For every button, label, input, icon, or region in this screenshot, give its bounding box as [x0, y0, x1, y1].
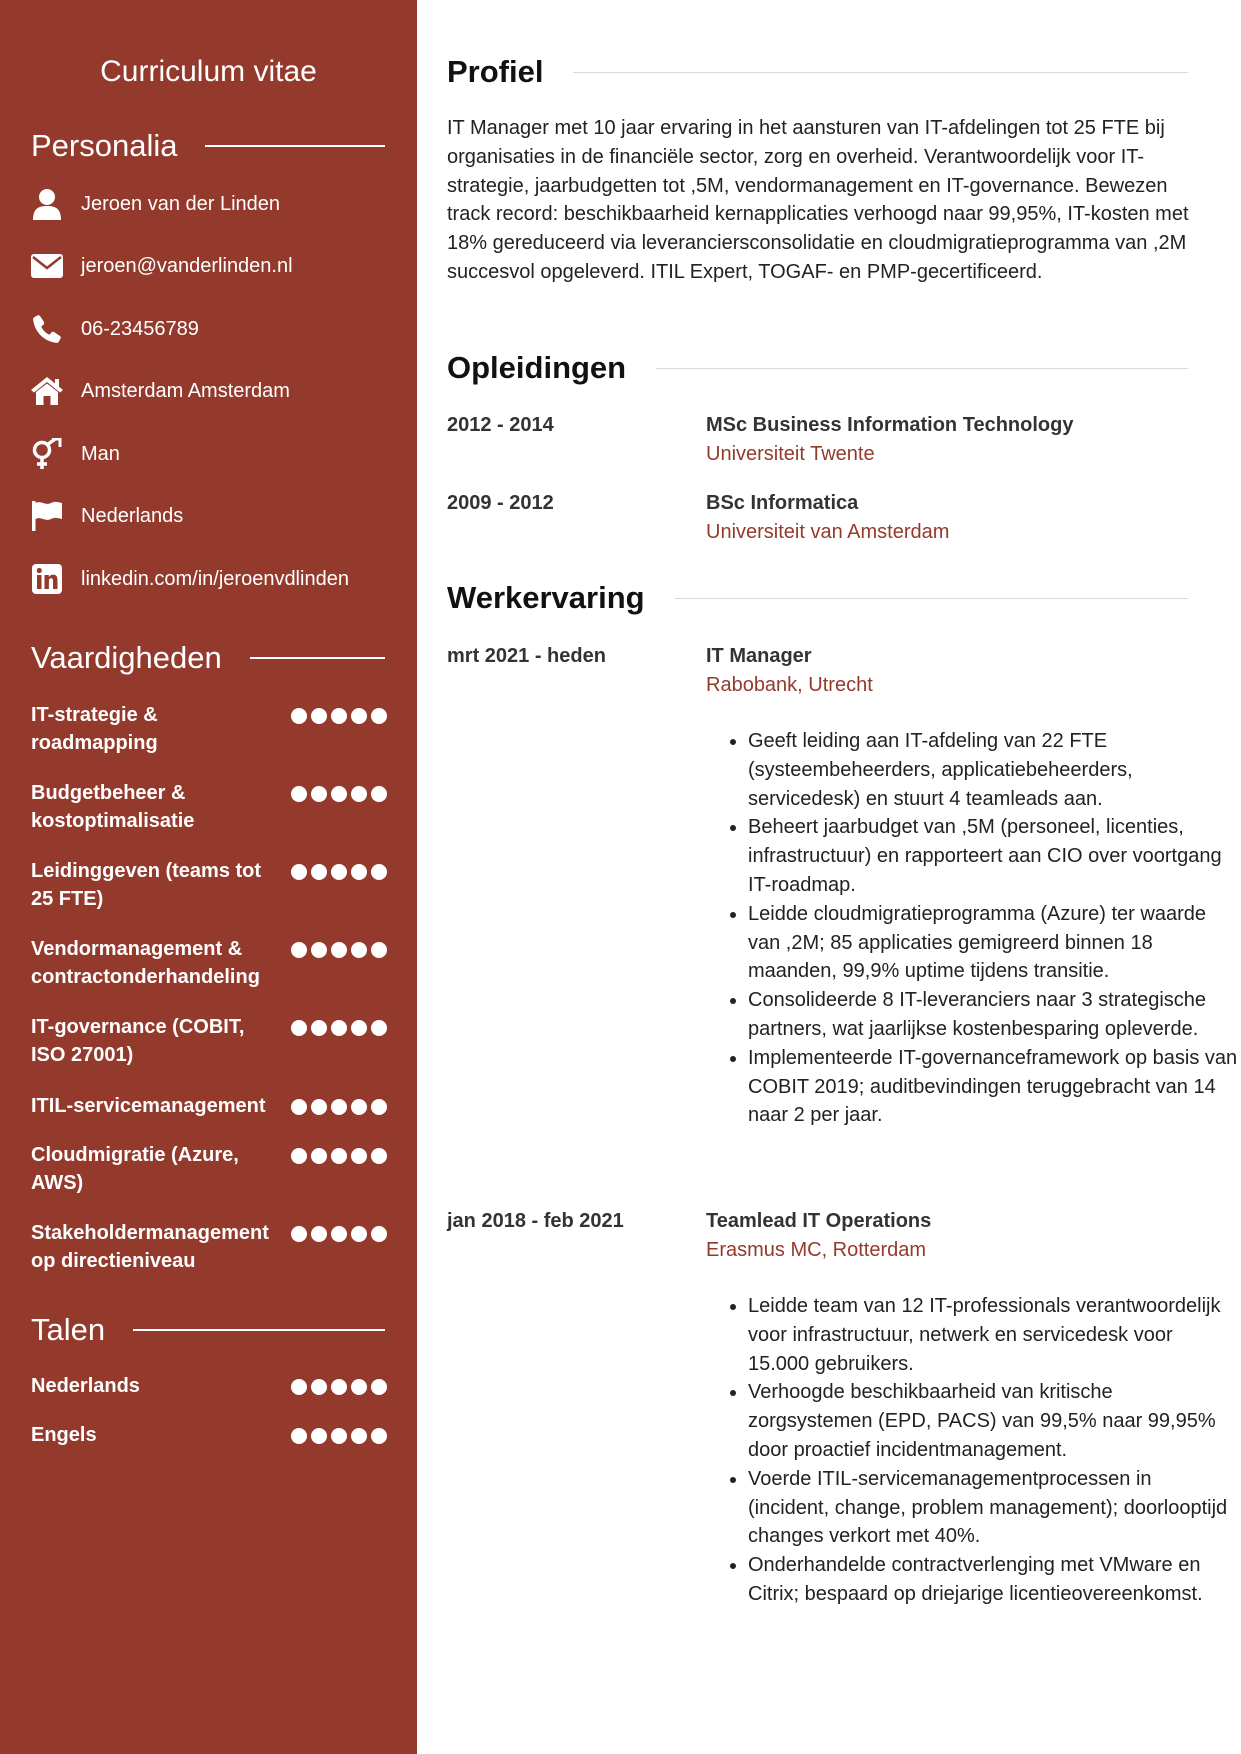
rating-dot-filled: [371, 1148, 387, 1164]
rating-dot-filled: [291, 1148, 307, 1164]
experience-heading: [447, 578, 1188, 618]
home-icon: [28, 372, 66, 410]
personalia-name-row: [28, 184, 398, 224]
language-label: Nederlands: [31, 1375, 140, 1397]
sidebar: [0, 0, 417, 1754]
skill-label: Cloudmigratie (Azure, AWS): [31, 1144, 239, 1194]
education-period: 2012 - 2014: [447, 414, 554, 436]
education-title: BSc Informatica: [706, 492, 859, 514]
rating-dot-filled: [371, 708, 387, 724]
rating-dot-filled: [371, 864, 387, 880]
envelope-icon: [28, 247, 66, 285]
rating-dot-filled: [371, 942, 387, 958]
language-rating: [291, 1372, 387, 1395]
education-period: 2009 - 2012: [447, 492, 554, 514]
rating-dot-filled: [291, 786, 307, 802]
skill-row: [31, 935, 387, 991]
rating-dot-filled: [351, 1148, 367, 1164]
skill-rating: [291, 857, 387, 880]
rating-dot-filled: [331, 1148, 347, 1164]
skill-rating: [291, 1013, 387, 1036]
rating-dot-filled: [371, 1428, 387, 1444]
experience-bullet: • Onderhandelde contractverlenging met VMware en Citrix; bespaard op driejarige licentieovereenkomst.: [748, 1551, 1238, 1609]
personalia-linkedin-row: [28, 559, 398, 599]
experience-title: IT Manager: [706, 645, 812, 667]
personalia-address: Amsterdam Amsterdam: [81, 379, 290, 402]
experience-bullet: • Beheert jaarbudget van ,5M (personeel, licenties, infrastructuur) en rapporteert aan CIO over voortgang IT-roadmap.: [748, 813, 1238, 899]
skill-label: IT-strategie & roadmapping: [31, 704, 158, 754]
skill-rating: [291, 935, 387, 958]
skill-rating: [291, 1092, 387, 1115]
languages-heading-text: Talen: [31, 1312, 106, 1347]
rating-dot-filled: [331, 1226, 347, 1242]
linkedin-icon: [28, 560, 66, 598]
experience-bullet: • Leidde team van 12 IT-professionals verantwoordelijk voor infrastructuur, netwerk en servicedesk voor 15.000 gebruikers.: [748, 1292, 1238, 1378]
personalia-gender-row: [28, 434, 398, 474]
rating-dot-filled: [311, 786, 327, 802]
rating-dot-filled: [311, 942, 327, 958]
phone-icon: [28, 310, 66, 348]
skill-row: [31, 779, 387, 835]
personalia-heading: [31, 126, 385, 166]
rating-dot-filled: [291, 1428, 307, 1444]
rating-dot-filled: [351, 1428, 367, 1444]
rating-dot-filled: [331, 786, 347, 802]
experience-heading-text: Werkervaring: [447, 580, 645, 615]
education-institution: Universiteit van Amsterdam: [706, 521, 950, 543]
rating-dot-filled: [351, 1020, 367, 1036]
rating-dot-filled: [331, 1428, 347, 1444]
rating-dot-filled: [331, 864, 347, 880]
rating-dot-filled: [331, 942, 347, 958]
profile-divider: [573, 72, 1188, 73]
gender-icon: [28, 435, 66, 473]
rating-dot-filled: [311, 1099, 327, 1115]
rating-dot-filled: [291, 942, 307, 958]
profile-heading-text: Profiel: [447, 54, 544, 89]
profile-heading: [447, 52, 1188, 92]
rating-dot-filled: [351, 1379, 367, 1395]
rating-dot-filled: [311, 864, 327, 880]
rating-dot-filled: [351, 1099, 367, 1115]
skill-rating: [291, 779, 387, 802]
personalia-phone: 06-23456789: [81, 317, 199, 340]
experience-employer: Erasmus MC, Rotterdam: [706, 1239, 927, 1261]
rating-dot-filled: [311, 1226, 327, 1242]
rating-dot-filled: [291, 1226, 307, 1242]
skill-label: Vendormanagement & contractonderhandeling: [31, 938, 260, 988]
skill-row: [31, 1141, 387, 1197]
rating-dot-filled: [371, 1226, 387, 1242]
experience-divider: [675, 598, 1188, 599]
skill-label: ITIL-servicemanagement: [31, 1095, 266, 1117]
rating-dot-filled: [311, 708, 327, 724]
rating-dot-filled: [331, 708, 347, 724]
rating-dot-filled: [351, 1226, 367, 1242]
rating-dot-filled: [351, 708, 367, 724]
personalia-linkedin[interactable]: linkedin.com/in/jeroenvdlinden: [81, 567, 349, 590]
language-row: [31, 1421, 387, 1449]
experience-bullet: • Leidde cloudmigratieprogramma (Azure) ter waarde van ,2M; 85 applicaties gemigreerd binnen 18 maanden, 99,9% uptime tijdens transitie.: [748, 900, 1238, 986]
language-rating: [291, 1421, 387, 1444]
rating-dot-filled: [291, 864, 307, 880]
experience-bullet: • Voerde ITIL-servicemanagementprocessen in (incident, change, problem management); doorlooptijd changes verkort met 40%.: [748, 1465, 1238, 1551]
personalia-email[interactable]: jeroen@vanderlinden.nl: [81, 254, 293, 277]
skill-rating: [291, 701, 387, 724]
education-heading: [447, 348, 1188, 388]
languages-heading: [31, 1310, 385, 1350]
education-institution: Universiteit Twente: [706, 443, 875, 465]
skill-row: [31, 857, 387, 913]
skills-heading: [31, 638, 385, 678]
personalia-divider: [205, 145, 385, 147]
experience-bullets: [706, 727, 1238, 1130]
rating-dot-filled: [331, 1020, 347, 1036]
experience-bullet: • Geeft leiding aan IT-afdeling van 22 FTE (systeembeheerders, applicatiebeheerders, servicedesk) en stuurt 4 teamleads aan.: [748, 727, 1238, 813]
experience-bullet: • Consolideerde 8 IT-leveranciers naar 3 strategische partners, wat jaarlijkse kostenbesparing opleverde.: [748, 986, 1238, 1044]
skill-row: [31, 1219, 387, 1275]
rating-dot-filled: [311, 1379, 327, 1395]
rating-dot-filled: [351, 786, 367, 802]
rating-dot-filled: [371, 1020, 387, 1036]
skill-rating: [291, 1141, 387, 1164]
rating-dot-filled: [311, 1020, 327, 1036]
education-title: MSc Business Information Technology: [706, 414, 1074, 436]
rating-dot-filled: [311, 1428, 327, 1444]
rating-dot-filled: [351, 942, 367, 958]
education-divider: [656, 368, 1188, 369]
skills-heading-text: Vaardigheden: [31, 640, 222, 675]
skill-row: [31, 1092, 387, 1120]
skill-label: IT-governance (COBIT, ISO 27001): [31, 1016, 245, 1066]
skills-divider: [250, 657, 385, 659]
experience-title: Teamlead IT Operations: [706, 1210, 932, 1232]
rating-dot-filled: [331, 1379, 347, 1395]
rating-dot-filled: [291, 1099, 307, 1115]
personalia-gender: Man: [81, 442, 120, 465]
person-icon: [28, 185, 66, 223]
experience-bullet: • Verhoogde beschikbaarheid van kritische zorgsystemen (EPD, PACS) van 99,5% naar 99,95% door proactief incidentmanagement.: [748, 1378, 1238, 1464]
rating-dot-filled: [291, 1379, 307, 1395]
personalia-nationality-row: [28, 496, 398, 536]
experience-employer: Rabobank, Utrecht: [706, 674, 873, 696]
personalia-name: Jeroen van der Linden: [81, 192, 281, 215]
languages-divider: [133, 1329, 385, 1331]
rating-dot-filled: [371, 1379, 387, 1395]
profile-text: IT Manager met 10 jaar ervaring in het aansturen van IT-afdelingen tot 25 FTE bij organisaties in de financiële sector, zorg en overheid. Verantwoordelijk voor IT-strategie, jaarbudgetten tot ,5M, vendormanagement en IT-governance. Bewezen track record: beschikbaarheid kernapplicaties verhoogd naar 99,95%, IT-kosten met 18% gereduceerd via leveranciersconsolidatie en cloudmigratieprogramma van ,2M succesvol opgeleverd. ITIL Expert, TOGAF- en PMP-gecertificeerd.: [447, 117, 1189, 283]
skill-row: [31, 1013, 387, 1069]
education-heading-text: Opleidingen: [447, 350, 627, 385]
skill-label: Stakeholdermanagement op directieniveau: [31, 1222, 269, 1272]
rating-dot-filled: [331, 1099, 347, 1115]
skill-label: Leidinggeven (teams tot 25 FTE): [31, 860, 262, 910]
experience-period: mrt 2021 - heden: [447, 645, 606, 667]
personalia-email-row: [28, 246, 398, 286]
rating-dot-filled: [371, 786, 387, 802]
rating-dot-filled: [351, 864, 367, 880]
language-row: [31, 1372, 387, 1400]
skill-label: Budgetbeheer & kostoptimalisatie: [31, 782, 195, 832]
personalia-heading-text: Personalia: [31, 128, 178, 163]
personalia-address-row: [28, 371, 398, 411]
experience-bullet: • Implementeerde IT-governanceframework op basis van COBIT 2019; auditbevindingen teruggebracht van 14 naar 2 per jaar.: [748, 1044, 1238, 1130]
skill-row: [31, 701, 387, 757]
experience-bullets: [706, 1292, 1238, 1609]
language-label: Engels: [31, 1424, 97, 1446]
skill-rating: [291, 1219, 387, 1242]
personalia-phone-row: [28, 309, 398, 349]
rating-dot-filled: [291, 708, 307, 724]
experience-period: jan 2018 - feb 2021: [447, 1210, 624, 1232]
rating-dot-filled: [311, 1148, 327, 1164]
personalia-nationality: Nederlands: [81, 504, 184, 527]
cv-title: Curriculum vitae: [100, 55, 317, 88]
rating-dot-filled: [371, 1099, 387, 1115]
rating-dot-filled: [291, 1020, 307, 1036]
flag-icon: [28, 497, 66, 535]
